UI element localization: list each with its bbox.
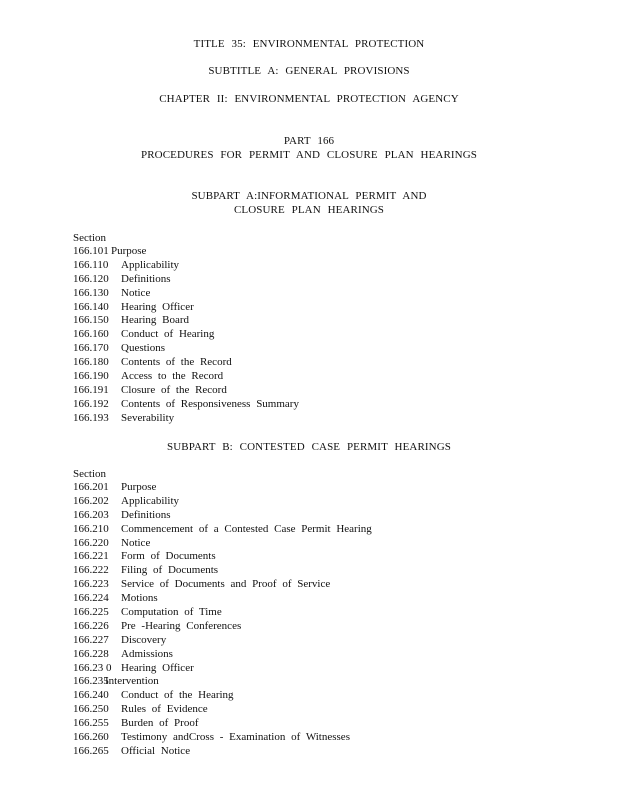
- section-number: 166.201: [73, 481, 109, 493]
- section-title: Commencement of a Contested Case Permit Hearing: [121, 522, 372, 535]
- section-number: 166.250: [73, 703, 109, 716]
- subpart-b-heading: SUBPART B: CONTESTED CASE PERMIT HEARINGS: [167, 441, 451, 453]
- toc-entry: [73, 481, 493, 495]
- toc-entry: [73, 578, 493, 592]
- section-number: 166.192: [73, 397, 109, 410]
- toc-entry: [73, 314, 493, 328]
- section-title: Filing of Documents: [121, 564, 219, 577]
- subpart-b-section-label: Section: [73, 468, 106, 480]
- section-title: Motions: [121, 592, 158, 605]
- section-number: 166.191: [73, 383, 109, 396]
- toc-entry: [73, 412, 493, 426]
- section-title: Contents of the Record: [121, 356, 232, 369]
- toc-entry: [73, 648, 493, 662]
- section-number: 166.265: [73, 744, 109, 757]
- section-number: 166.221: [73, 550, 109, 563]
- section-number: 166.210: [73, 522, 109, 535]
- section-number: 166.240: [73, 689, 109, 702]
- section-title: Form of Documents: [121, 550, 216, 563]
- subpart-b-section-list: [73, 481, 493, 759]
- section-number: 166.222: [73, 564, 109, 577]
- section-number: 166.170: [73, 342, 109, 355]
- section-title: Closure of the Record: [121, 383, 227, 396]
- section-number: 166.193: [73, 411, 109, 424]
- section-number: 166.23 0: [73, 661, 112, 674]
- toc-entry: [73, 689, 493, 703]
- section-title: Computation of Time: [121, 606, 222, 619]
- toc-entry: [73, 398, 493, 412]
- toc-entry: [73, 634, 493, 648]
- toc-entry: [73, 370, 493, 384]
- subpart-a-section-label: Section: [73, 232, 106, 244]
- subpart-a-heading-line2: CLOSURE PLAN HEARINGS: [233, 204, 385, 216]
- toc-entry: [73, 745, 493, 759]
- toc-entry: [73, 717, 493, 731]
- section-title: Severability: [121, 411, 175, 424]
- toc-entry: [73, 287, 493, 301]
- chapter-line: CHAPTER II: ENVIRONMENTAL PROTECTION AGENCY: [159, 93, 459, 105]
- section-number: 166.110: [73, 258, 109, 271]
- toc-entry: [73, 495, 493, 509]
- section-number: 166.235: [73, 675, 109, 688]
- section-number: 166.224: [73, 592, 109, 605]
- section-title: Official Notice: [121, 744, 191, 757]
- section-title: Applicability: [121, 258, 180, 271]
- section-title: Definitions: [121, 508, 171, 521]
- toc-entry: [73, 509, 493, 523]
- toc-entry: [73, 342, 493, 356]
- toc-entry: [73, 592, 493, 606]
- title-line: TITLE 35: ENVIRONMENTAL PROTECTION: [193, 38, 425, 50]
- section-title: Access to the Record: [121, 370, 224, 383]
- toc-entry: [73, 537, 493, 551]
- section-title: Service of Documents and Proof of Service: [121, 578, 331, 591]
- toc-entry: [73, 523, 493, 537]
- section-title: Burden of Proof: [121, 717, 199, 730]
- subpart-a-heading-line1: SUBPART A:INFORMATIONAL PERMIT AND: [191, 190, 427, 202]
- section-title: Applicability: [121, 494, 180, 507]
- toc-entry: [73, 328, 493, 342]
- section-title: Contents of Responsiveness Summary: [121, 397, 299, 410]
- section-title: Conduct of Hearing: [121, 328, 215, 341]
- toc-entry: [73, 620, 493, 634]
- section-number: 166.203: [73, 508, 109, 521]
- section-title: Hearing Officer: [121, 300, 194, 313]
- toc-entry: [73, 731, 493, 745]
- section-number: 166.101: [73, 245, 109, 257]
- section-title: Rules of Evidence: [121, 703, 208, 716]
- section-number: 166.225: [73, 606, 109, 619]
- subtitle-line: SUBTITLE A: GENERAL PROVISIONS: [208, 65, 410, 77]
- toc-entry: [73, 606, 493, 620]
- section-title: Purpose: [121, 481, 157, 493]
- toc-entry: [73, 273, 493, 287]
- toc-entry: [73, 245, 493, 259]
- section-title: Hearing Officer: [121, 661, 194, 674]
- section-number: 166.180: [73, 356, 109, 369]
- toc-entry: [73, 356, 493, 370]
- section-title: Purpose: [111, 245, 147, 257]
- section-number: 166.220: [73, 536, 109, 549]
- toc-entry: [73, 703, 493, 717]
- section-title: Definitions: [121, 272, 171, 285]
- section-title: Intervention: [105, 675, 159, 688]
- toc-entry: [73, 259, 493, 273]
- toc-entry: [73, 301, 493, 315]
- section-number: 166.260: [73, 731, 109, 744]
- section-title: Pre -Hearing Conferences: [121, 619, 242, 632]
- section-title: Conduct of the Hearing: [121, 689, 234, 702]
- part-number: PART 166: [283, 135, 335, 147]
- section-number: 166.255: [73, 717, 109, 730]
- toc-entry: [73, 564, 493, 578]
- subpart-a-section-list: [73, 245, 493, 426]
- section-title: Questions: [121, 342, 165, 355]
- section-number: 166.160: [73, 328, 109, 341]
- section-title: Testimony andCross - Examination of Witnesses: [121, 731, 350, 744]
- section-title: Hearing Board: [121, 314, 190, 327]
- section-number: 166.228: [73, 647, 109, 660]
- section-number: 166.227: [73, 633, 109, 646]
- toc-entry: [73, 675, 493, 689]
- toc-entry: [73, 662, 493, 676]
- toc-entry: [73, 384, 493, 398]
- part-name: PROCEDURES FOR PERMIT AND CLOSURE PLAN HEARINGS: [141, 149, 477, 161]
- section-number: 166.150: [73, 314, 109, 327]
- section-number: 166.130: [73, 286, 109, 299]
- section-title: Admissions: [121, 647, 173, 660]
- section-number: 166.140: [73, 300, 109, 313]
- section-number: 166.202: [73, 494, 109, 507]
- toc-entry: [73, 550, 493, 564]
- section-title: Notice: [121, 286, 151, 299]
- section-number: 166.120: [73, 272, 109, 285]
- section-number: 166.190: [73, 370, 109, 383]
- section-title: Notice: [121, 536, 151, 549]
- section-number: 166.226: [73, 619, 109, 632]
- section-number: 166.223: [73, 578, 109, 591]
- section-title: Discovery: [121, 633, 167, 646]
